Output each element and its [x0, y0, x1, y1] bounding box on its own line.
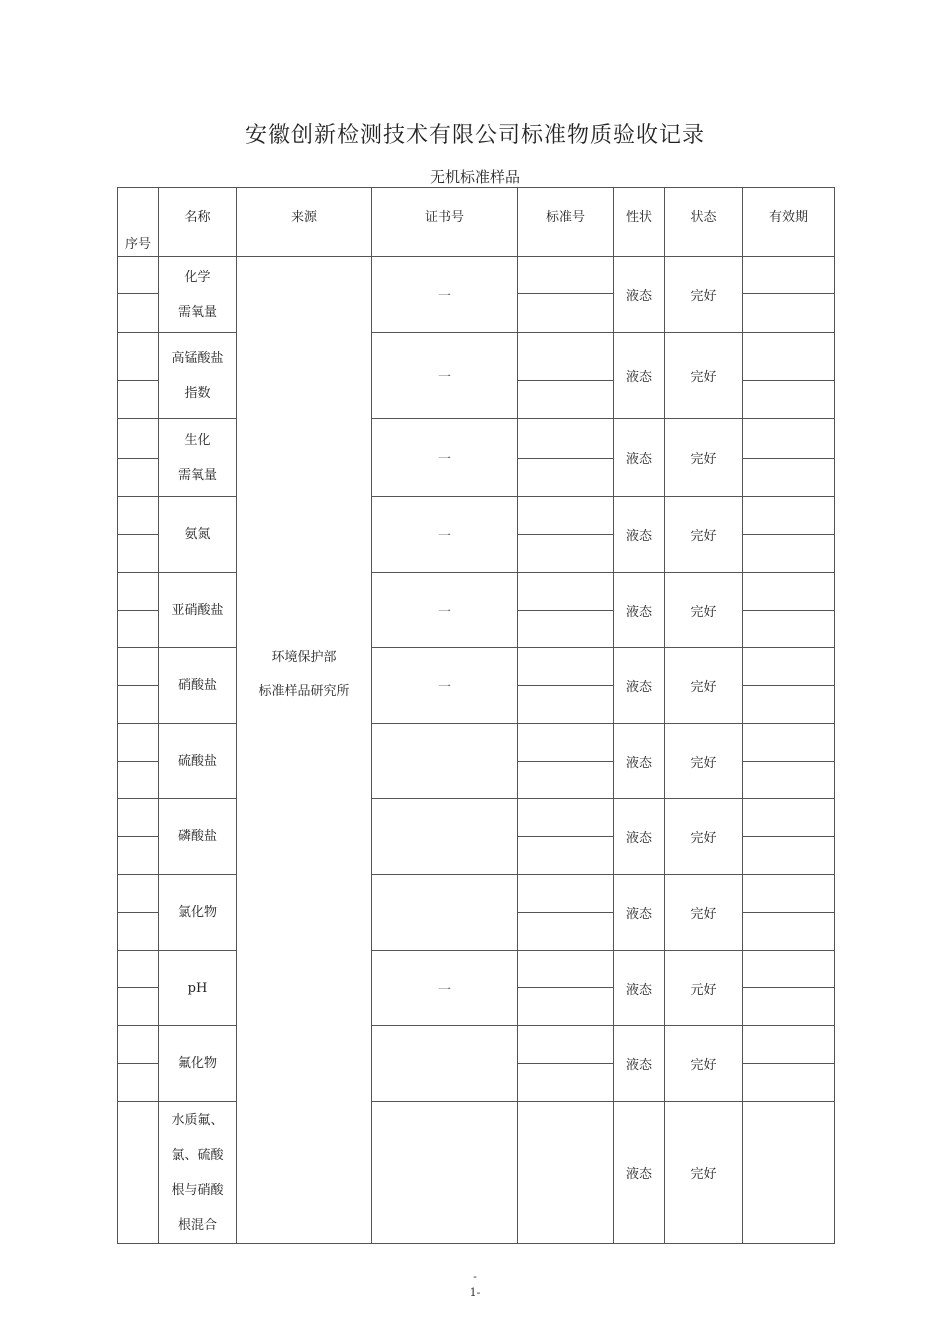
cell-divider: [518, 761, 613, 762]
table-row: [118, 724, 835, 799]
table-row: [118, 951, 835, 1026]
validity-cell: [743, 648, 835, 724]
name-line: 需氧量: [177, 304, 217, 320]
seq-cell: [118, 951, 159, 1026]
cell-divider: [743, 836, 834, 837]
seq-cell: [118, 875, 159, 951]
table-row: [118, 573, 835, 648]
name-line: 需氧量: [177, 467, 217, 483]
cell-divider: [518, 685, 613, 686]
source-line: 环境保护部: [271, 650, 337, 665]
seq-cell: [118, 573, 159, 648]
header-state: 状态: [665, 188, 743, 257]
standard-no-cell: [518, 875, 614, 951]
validity-cell: [743, 875, 835, 951]
certificate-cell: 一: [372, 951, 518, 1026]
name-cell: [159, 1026, 237, 1102]
standard-no-cell: [518, 573, 614, 648]
table-row: [118, 1026, 835, 1102]
property-cell: 液态: [614, 724, 665, 799]
name-line: 氯、硫酸: [171, 1147, 224, 1163]
certificate-cell: 一: [372, 333, 518, 419]
document-subtitle: 无机标准样品: [429, 168, 520, 186]
cell-divider: [118, 1063, 158, 1064]
standard-no-cell: [518, 419, 614, 497]
state-cell: 完好: [665, 1026, 743, 1102]
source-line: 标准样品研究所: [258, 684, 350, 699]
name-line: 化学: [184, 269, 211, 285]
certificate-cell: 一: [372, 497, 518, 573]
validity-cell: [743, 419, 835, 497]
seq-cell: [118, 497, 159, 573]
cell-divider: [743, 912, 834, 913]
document-title: 安徽创新检测技术有限公司标准物质验收记录: [244, 123, 705, 148]
header-source: 来源: [237, 188, 372, 257]
cell-divider: [518, 293, 613, 294]
state-cell: 完好: [665, 573, 743, 648]
validity-cell: [743, 799, 835, 875]
cell-divider: [118, 610, 158, 611]
name-cell: [159, 257, 237, 333]
cell-divider: [118, 912, 158, 913]
name-line: 亚硝酸盐: [171, 602, 224, 618]
name-line: 磷酸盐: [177, 829, 217, 844]
standard-no-cell: [518, 497, 614, 573]
name-line: 硫酸盐: [177, 753, 217, 769]
seq-cell: [118, 419, 159, 497]
name-cell: [159, 333, 237, 419]
state-cell: 完好: [665, 333, 743, 419]
table-row: [118, 799, 835, 875]
name-cell: [159, 497, 237, 573]
table-row: [118, 497, 835, 573]
footer-mark: -: [473, 1270, 477, 1283]
state-cell: 完好: [665, 497, 743, 573]
property-cell: 液态: [614, 1102, 665, 1244]
cell-divider: [118, 293, 158, 294]
table-row: [118, 875, 835, 951]
standard-no-cell: [518, 257, 614, 333]
table-row: [118, 333, 835, 419]
header-property: 性状: [614, 188, 665, 257]
name-line: 根混合: [177, 1217, 217, 1233]
source-cell: [237, 257, 372, 1244]
name-line: 指数: [184, 385, 211, 401]
validity-cell: [743, 724, 835, 799]
seq-cell: [118, 333, 159, 419]
cell-divider: [118, 761, 158, 762]
name-cell: [159, 573, 237, 648]
name-line: 高锰酸盐: [171, 350, 224, 366]
name-line: 水质氟、: [171, 1112, 224, 1128]
cell-divider: [743, 761, 834, 762]
header-validity: 有效期: [743, 188, 835, 257]
certificate-cell: 一: [372, 573, 518, 648]
cell-divider: [518, 912, 613, 913]
state-cell: 完好: [665, 648, 743, 724]
property-cell: 液态: [614, 875, 665, 951]
cell-divider: [118, 380, 158, 381]
table-row: [118, 419, 835, 497]
seq-cell: [118, 799, 159, 875]
seq-cell: [118, 648, 159, 724]
seq-cell: [118, 1102, 159, 1244]
validity-cell: [743, 333, 835, 419]
certificate-cell: [372, 1102, 518, 1244]
standard-no-cell: [518, 951, 614, 1026]
name-cell: [159, 1102, 237, 1244]
name-line: 氟化物: [177, 1056, 217, 1071]
certificate-cell: [372, 875, 518, 951]
seq-cell: [118, 1026, 159, 1102]
property-cell: 液态: [614, 257, 665, 333]
cell-divider: [743, 685, 834, 686]
certificate-cell: [372, 1026, 518, 1102]
cell-divider: [118, 458, 158, 459]
standard-no-cell: [518, 724, 614, 799]
page-number: 1-: [469, 1286, 481, 1299]
property-cell: 液态: [614, 1026, 665, 1102]
cell-divider: [118, 836, 158, 837]
property-cell: 液态: [614, 419, 665, 497]
certificate-cell: [372, 724, 518, 799]
cell-divider: [518, 987, 613, 988]
cell-divider: [518, 1063, 613, 1064]
cell-divider: [118, 685, 158, 686]
cell-divider: [743, 534, 834, 535]
header-seq: 序号: [118, 188, 159, 257]
table-row: [118, 257, 835, 333]
cell-divider: [743, 380, 834, 381]
validity-cell: [743, 497, 835, 573]
header-name: 名称: [159, 188, 237, 257]
property-cell: 液态: [614, 648, 665, 724]
name-cell: [159, 951, 237, 1026]
certificate-cell: [372, 799, 518, 875]
seq-cell: [118, 724, 159, 799]
state-cell: 完好: [665, 419, 743, 497]
standard-no-cell: [518, 799, 614, 875]
cell-divider: [743, 987, 834, 988]
validity-cell: [743, 573, 835, 648]
name-line: 氨氮: [184, 527, 211, 542]
property-cell: 液态: [614, 333, 665, 419]
cell-divider: [118, 534, 158, 535]
state-cell: 完好: [665, 724, 743, 799]
name-cell: [159, 419, 237, 497]
state-cell: 完好: [665, 257, 743, 333]
name-line: pH: [187, 980, 208, 996]
validity-cell: [743, 951, 835, 1026]
state-cell: 元好: [665, 951, 743, 1026]
name-line: 氯化物: [177, 905, 217, 920]
cell-divider: [118, 987, 158, 988]
certificate-cell: 一: [372, 648, 518, 724]
acceptance-record-table: [117, 187, 835, 1244]
cell-divider: [518, 610, 613, 611]
cell-divider: [518, 836, 613, 837]
validity-cell: [743, 1102, 835, 1244]
name-line: 硝酸盐: [177, 678, 217, 693]
cell-divider: [518, 534, 613, 535]
standard-no-cell: [518, 333, 614, 419]
certificate-cell: 一: [372, 257, 518, 333]
property-cell: 液态: [614, 573, 665, 648]
state-cell: 完好: [665, 875, 743, 951]
property-cell: 液态: [614, 497, 665, 573]
name-cell: [159, 799, 237, 875]
name-cell: [159, 648, 237, 724]
standard-no-cell: [518, 1026, 614, 1102]
property-cell: 液态: [614, 799, 665, 875]
state-cell: 完好: [665, 1102, 743, 1244]
cell-divider: [743, 293, 834, 294]
seq-cell: [118, 257, 159, 333]
name-line: 生化: [184, 432, 211, 448]
cell-divider: [743, 610, 834, 611]
name-line: 根与硝酸: [171, 1182, 224, 1198]
cell-divider: [518, 458, 613, 459]
table-row: [118, 1102, 835, 1244]
name-cell: [159, 724, 237, 799]
table-row: [118, 648, 835, 724]
cell-divider: [518, 380, 613, 381]
certificate-cell: 一: [372, 419, 518, 497]
validity-cell: [743, 257, 835, 333]
header-standard-no: 标准号: [518, 188, 614, 257]
standard-no-cell: [518, 648, 614, 724]
standard-no-cell: [518, 1102, 614, 1244]
table-header-row: [118, 188, 835, 257]
property-cell: 液态: [614, 951, 665, 1026]
validity-cell: [743, 1026, 835, 1102]
cell-divider: [743, 1063, 834, 1064]
cell-divider: [743, 458, 834, 459]
header-certificate: 证书号: [372, 188, 518, 257]
name-cell: [159, 875, 237, 951]
state-cell: 完好: [665, 799, 743, 875]
